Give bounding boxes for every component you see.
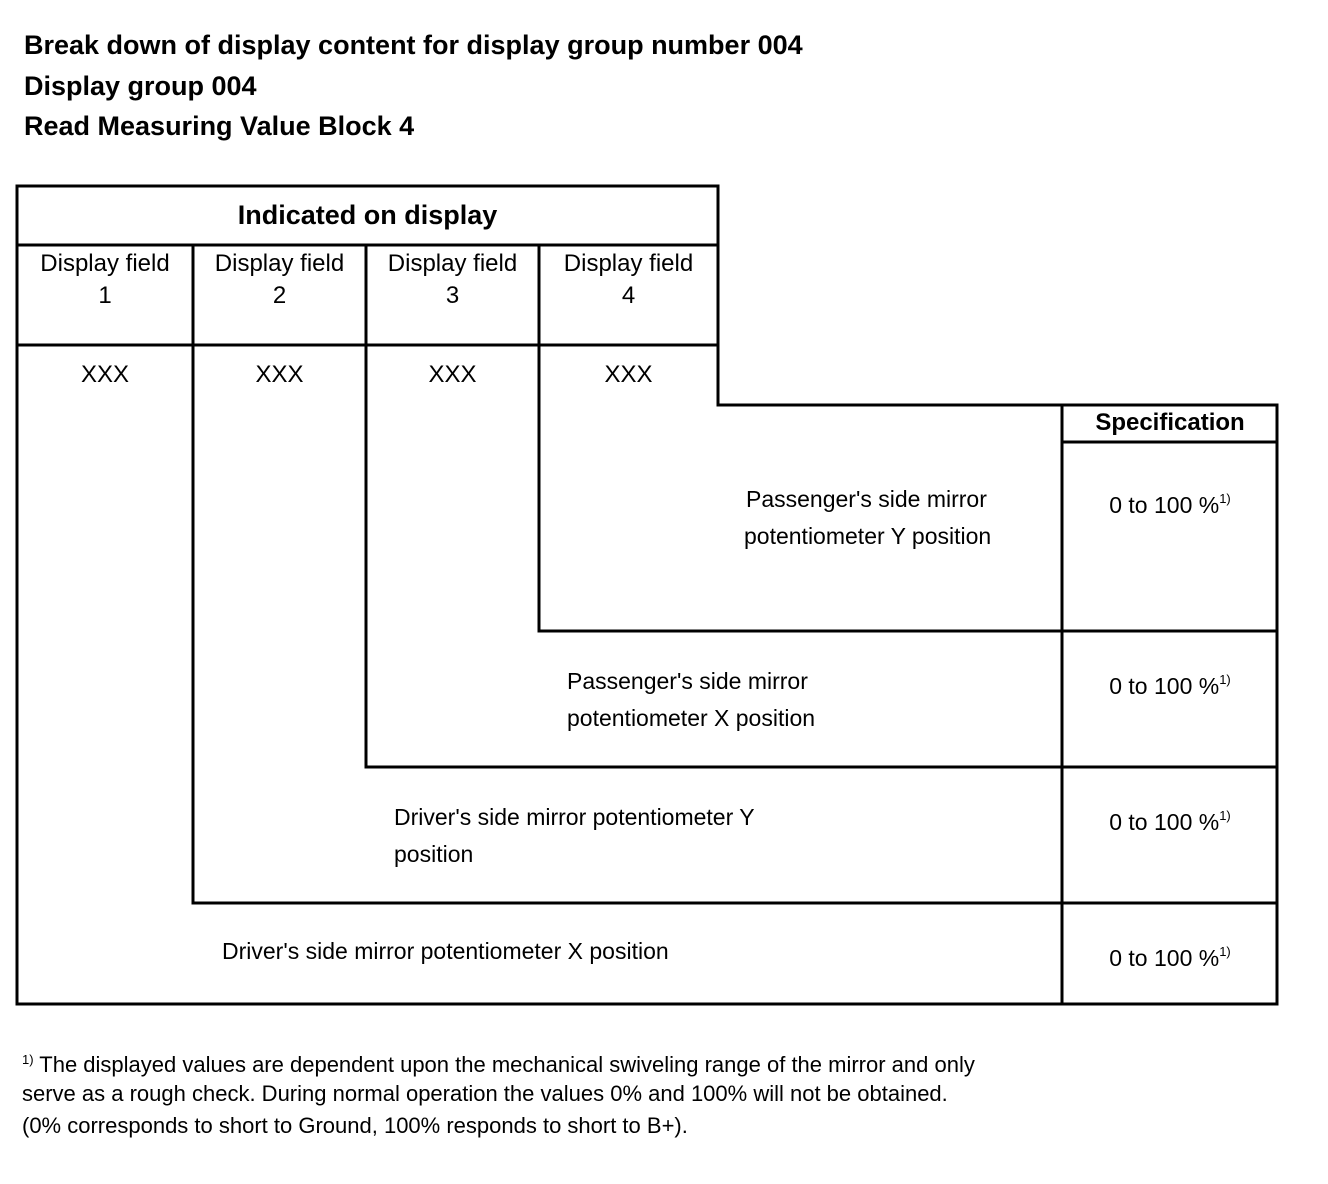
header-number: 1: [98, 282, 112, 309]
footnote-ref: 1): [1219, 808, 1231, 823]
row-passenger-x: [567, 663, 815, 737]
spec-value: 0 to 100 %: [1109, 809, 1220, 835]
header-label: Display field: [40, 250, 170, 277]
display-field-4-header: [539, 248, 718, 312]
header-number: 2: [272, 282, 287, 309]
footnote-line-3: (0% corresponds to short to Ground, 100% responds to short to B+).: [22, 1113, 688, 1138]
row-passenger-y: [746, 481, 991, 555]
footnote-line-2: serve as a rough check. During normal operation the values 0% and 100% will not be obtained.: [22, 1081, 948, 1106]
row-label: potentiometer X position: [567, 705, 816, 731]
display-field-2-header: [193, 248, 366, 312]
title-line-3: Read Measuring Value Block 4: [24, 111, 415, 141]
header-label: Display field: [214, 250, 345, 277]
header-label: Display field: [563, 250, 694, 277]
row-label: potentiometer Y position: [744, 523, 992, 549]
row-driver-x: [222, 933, 669, 970]
footnote-line-1: [22, 1044, 975, 1081]
spec-value: 0 to 100 %: [1109, 492, 1220, 518]
spec-passenger-x: [1062, 672, 1278, 700]
display-field-3-header: [366, 248, 539, 312]
display-field-1-value: XXX: [80, 361, 130, 388]
specification-header: Specification: [1095, 409, 1245, 436]
footnote-ref: 1): [1219, 672, 1231, 687]
spec-value: 0 to 100 %: [1109, 945, 1220, 971]
display-field-2-value: XXX: [255, 361, 304, 388]
footnote-text: The displayed values are dependent upon the mechanical swiveling range of the mirror and only: [39, 1052, 975, 1077]
footnote-ref: 1): [1219, 944, 1231, 959]
row-label: position: [394, 841, 474, 867]
display-field-4-value: XXX: [604, 361, 653, 388]
spec-driver-x: [1062, 944, 1278, 972]
footnote-marker: 1): [22, 1052, 34, 1067]
row-driver-y: [394, 799, 755, 873]
footnote-ref: 1): [1219, 491, 1231, 506]
row-label: Driver's side mirror potentiometer X position: [222, 938, 669, 964]
footnote: [22, 1044, 975, 1142]
display-field-1-header: [17, 248, 193, 312]
title-line-1: Break down of display content for display group number 004: [24, 30, 803, 60]
indicated-on-display-header: Indicated on display: [237, 200, 498, 230]
row-label: Passenger's side mirror: [746, 486, 987, 512]
row-label: Driver's side mirror potentiometer Y: [394, 804, 755, 830]
display-field-3-value: XXX: [428, 361, 477, 388]
title-line-2: Display group 004: [24, 71, 257, 101]
header-number: 3: [445, 282, 460, 309]
row-label: Passenger's side mirror: [567, 668, 808, 694]
header-label: Display field: [387, 250, 518, 277]
spec-value: 0 to 100 %: [1109, 673, 1220, 699]
header-number: 4: [621, 282, 636, 309]
spec-driver-y: [1062, 808, 1278, 836]
spec-passenger-y: [1062, 491, 1278, 519]
